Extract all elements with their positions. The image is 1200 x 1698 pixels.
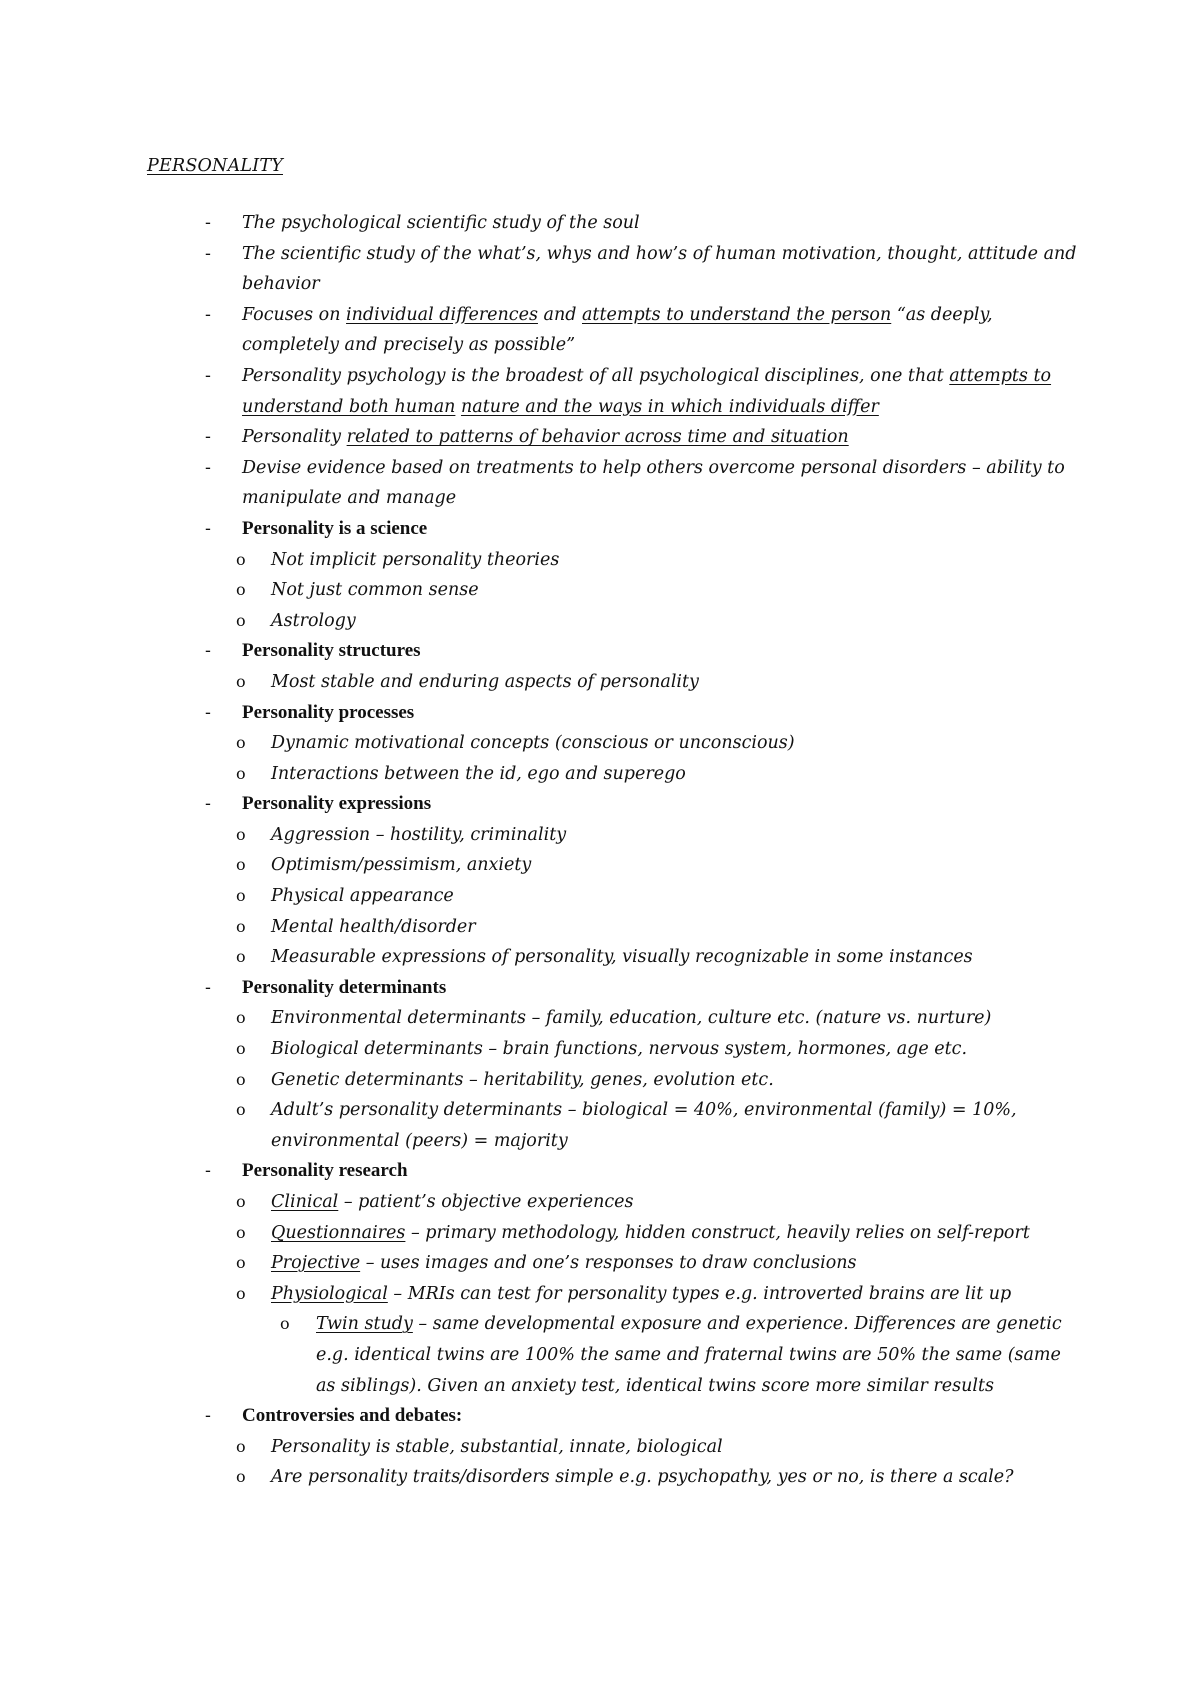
dash-bullet-icon: - xyxy=(205,794,211,815)
sub-bullet-item xyxy=(0,1432,1200,1463)
document-title: PERSONALITY xyxy=(147,156,283,176)
section-heading xyxy=(0,698,1200,729)
dash-bullet-icon: - xyxy=(205,243,211,264)
item-text xyxy=(271,947,973,967)
item-text xyxy=(271,764,686,784)
sub-bullet-item xyxy=(0,1187,1200,1218)
item-text xyxy=(271,1100,1017,1151)
bullet-item xyxy=(0,422,1200,453)
text-run: Optimism/pessimism, anxiety xyxy=(271,855,532,876)
circle-bullet-icon: o xyxy=(236,1008,246,1028)
dash-bullet-icon: - xyxy=(205,304,211,325)
sub-bullet-item xyxy=(0,850,1200,881)
sub-bullet-item xyxy=(0,1095,1200,1156)
underlined-text: individual differences xyxy=(346,304,538,325)
dash-bullet-icon: - xyxy=(205,457,211,478)
text-run: Dynamic motivational concepts (conscious or unconscious) xyxy=(271,733,795,754)
text-run: Personality expressions xyxy=(242,793,432,815)
text-run: – MRIs can test for personality types e.g. introverted brains are lit up xyxy=(387,1283,1012,1304)
item-text xyxy=(271,1192,633,1212)
dash-bullet-icon: - xyxy=(205,213,211,233)
circle-bullet-icon: o xyxy=(236,549,246,569)
circle-bullet-icon: o xyxy=(236,1253,246,1273)
text-run: – patient’s objective experiences xyxy=(338,1192,634,1212)
sub-bullet-item xyxy=(0,759,1200,790)
sub-bullet-item xyxy=(0,1248,1200,1279)
text-run: The scientific study of the what’s, whys and how’s of human motivation, thought, attitude and behavior xyxy=(242,243,1077,295)
item-text xyxy=(242,244,1076,295)
dash-bullet-icon: - xyxy=(205,702,211,723)
circle-bullet-icon: o xyxy=(236,1100,246,1120)
text-run: Focuses on xyxy=(242,304,347,325)
circle-bullet-icon: o xyxy=(236,916,246,936)
item-text xyxy=(242,305,993,356)
text-run: The psychological scientific study of the soul xyxy=(242,213,640,233)
text-run: Personality research xyxy=(242,1160,408,1182)
circle-bullet-icon: o xyxy=(236,1283,246,1303)
text-run: Personality psychology is the broadest of all psychological disciplines, one that xyxy=(242,365,950,386)
circle-bullet-icon: o xyxy=(236,580,246,600)
item-text xyxy=(271,550,559,570)
text-run: Personality processes xyxy=(242,701,415,723)
circle-bullet-icon: o xyxy=(236,1467,246,1487)
underlined-text: Twin study xyxy=(316,1314,413,1335)
item-text xyxy=(242,458,1065,509)
underlined-text: attempts to understand both human xyxy=(242,365,1052,417)
item-text xyxy=(242,702,414,723)
dash-bullet-icon: - xyxy=(205,977,211,998)
item-text xyxy=(271,1008,991,1028)
item-text xyxy=(271,733,795,753)
text-run: Astrology xyxy=(271,610,356,631)
text-run: – same developmental exposure and experience. Differences are genetic e.g. identical twins are 100% the same and fraternal twins are 50% the same (same as siblings). Given an anxiety test, identical twins score more similar results xyxy=(316,1314,1062,1396)
item-text xyxy=(271,1223,1030,1243)
underlined-text: Physiological xyxy=(271,1283,388,1304)
item-text xyxy=(271,1437,723,1457)
sub-bullet-item xyxy=(0,667,1200,698)
underlined-text: related to patterns of behavior across time and situation xyxy=(346,427,849,448)
dash-bullet-icon: - xyxy=(205,1406,211,1427)
item-text xyxy=(316,1314,1062,1395)
sub-bullet-item xyxy=(0,881,1200,912)
item-text xyxy=(242,640,421,661)
circle-bullet-icon: o xyxy=(236,1192,246,1211)
text-run: Biological determinants – brain functions, nervous system, hormones, age etc. xyxy=(271,1039,968,1060)
text-run: Personality is stable, substantial, innate, biological xyxy=(271,1436,723,1457)
item-text xyxy=(271,917,476,937)
circle-bullet-icon: o xyxy=(236,733,246,753)
dash-bullet-icon: - xyxy=(205,427,211,448)
bullet-item xyxy=(0,453,1200,514)
text-run: Physical appearance xyxy=(271,886,454,907)
circle-bullet-icon: o xyxy=(236,671,246,691)
dash-bullet-icon: - xyxy=(205,641,211,662)
item-text xyxy=(242,1160,408,1181)
item-text xyxy=(242,213,640,233)
circle-bullet-icon: o xyxy=(236,1069,246,1089)
item-text xyxy=(271,886,454,906)
bullet-item xyxy=(0,300,1200,361)
text-run: Personality is a science xyxy=(242,517,428,539)
circle-bullet-icon: o xyxy=(236,824,246,844)
underlined-text: Questionnaires xyxy=(271,1222,406,1243)
text-run: – uses images and one’s responses to draw conclusions xyxy=(360,1253,857,1274)
item-text xyxy=(271,672,699,692)
section-heading xyxy=(0,1156,1200,1187)
sub-bullet-item xyxy=(0,606,1200,637)
text-run: Are personality traits/disorders simple e.g. psychopathy, yes or no, is there a scale? xyxy=(271,1467,1014,1488)
text-run: Aggression – hostility, criminality xyxy=(271,824,567,845)
sub-bullet-item xyxy=(0,728,1200,759)
bullet-item xyxy=(0,239,1200,300)
text-run: Most stable and enduring aspects of personality xyxy=(271,671,699,692)
text-run: Genetic determinants – heritability, genes, evolution etc. xyxy=(271,1069,774,1090)
circle-bullet-icon: o xyxy=(236,886,246,906)
sub-bullet-item xyxy=(0,1462,1200,1493)
item-text xyxy=(271,1070,774,1090)
circle-bullet-icon: o xyxy=(236,855,246,875)
text-run: – primary methodology, hidden construct, heavily relies on self-report xyxy=(405,1222,1030,1243)
circle-bullet-icon: o xyxy=(280,1314,290,1334)
circle-bullet-icon: o xyxy=(236,1222,246,1242)
item-text xyxy=(271,611,356,631)
section-heading xyxy=(0,636,1200,667)
text-run: Personality xyxy=(242,427,347,448)
text-run: Mental health/disorder xyxy=(271,916,476,937)
text-run: Environmental determinants – family, education, culture etc. (nature vs. nurture) xyxy=(271,1008,992,1029)
item-text xyxy=(242,366,1051,417)
text-run: Controversies and debates: xyxy=(242,1405,463,1427)
section-heading xyxy=(0,789,1200,820)
sub-bullet-item xyxy=(0,1309,1200,1401)
sub-bullet-item xyxy=(0,820,1200,851)
text-run: “as deeply, completely and precisely as possible” xyxy=(242,304,993,356)
text-run: Personality structures xyxy=(242,640,421,662)
item-text xyxy=(242,793,431,814)
bullet-item xyxy=(0,361,1200,422)
sub-bullet-item xyxy=(0,1034,1200,1065)
sub-bullet-item xyxy=(0,545,1200,576)
dash-bullet-icon: - xyxy=(205,518,211,539)
sub-bullet-item xyxy=(0,942,1200,973)
text-run: Not just common sense xyxy=(271,580,479,601)
text-run: Measurable expressions of personality, visually recognizable in some instances xyxy=(271,947,973,968)
item-text xyxy=(271,855,531,875)
section-heading xyxy=(0,514,1200,545)
circle-bullet-icon: o xyxy=(236,763,246,783)
item-text xyxy=(271,580,479,600)
dash-bullet-icon: - xyxy=(205,1161,211,1182)
underlined-text: nature and the ways in which individuals differ xyxy=(460,396,879,417)
underlined-text: attempts to understand the person xyxy=(582,304,892,325)
text-run: and xyxy=(537,304,582,325)
sub-bullet-item xyxy=(0,912,1200,943)
text-run: Personality determinants xyxy=(242,976,447,998)
bullet-item xyxy=(0,208,1200,239)
item-text xyxy=(242,1405,462,1426)
item-text xyxy=(271,825,566,845)
text-run: Adult’s personality determinants – biological = 40%, environmental (family) = 10%, environmental (peers) = majority xyxy=(271,1100,1017,1151)
circle-bullet-icon: o xyxy=(236,1039,246,1059)
text-run: Devise evidence based on treatments to help others overcome personal disorders – ability to manipulate and manage xyxy=(242,457,1065,509)
dash-bullet-icon: - xyxy=(205,365,211,386)
item-text xyxy=(242,427,849,447)
section-heading xyxy=(0,973,1200,1004)
sub-bullet-item xyxy=(0,575,1200,606)
circle-bullet-icon: o xyxy=(236,610,246,630)
item-text xyxy=(271,1039,967,1059)
notes-list xyxy=(0,208,1200,1493)
item-text xyxy=(271,1284,1011,1304)
item-text xyxy=(271,1467,1014,1487)
circle-bullet-icon: o xyxy=(236,947,246,967)
sub-bullet-item xyxy=(0,1003,1200,1034)
underlined-text: Clinical xyxy=(271,1192,339,1212)
item-text xyxy=(242,518,427,539)
text-run: Interactions between the id, ego and superego xyxy=(271,763,686,784)
sub-bullet-item xyxy=(0,1218,1200,1249)
circle-bullet-icon: o xyxy=(236,1436,246,1456)
text-run: Not implicit personality theories xyxy=(271,549,560,570)
section-heading xyxy=(0,1401,1200,1432)
sub-bullet-item xyxy=(0,1065,1200,1096)
sub-bullet-item xyxy=(0,1279,1200,1310)
item-text xyxy=(271,1253,857,1273)
underlined-text: Projective xyxy=(271,1253,361,1274)
item-text xyxy=(242,977,446,998)
